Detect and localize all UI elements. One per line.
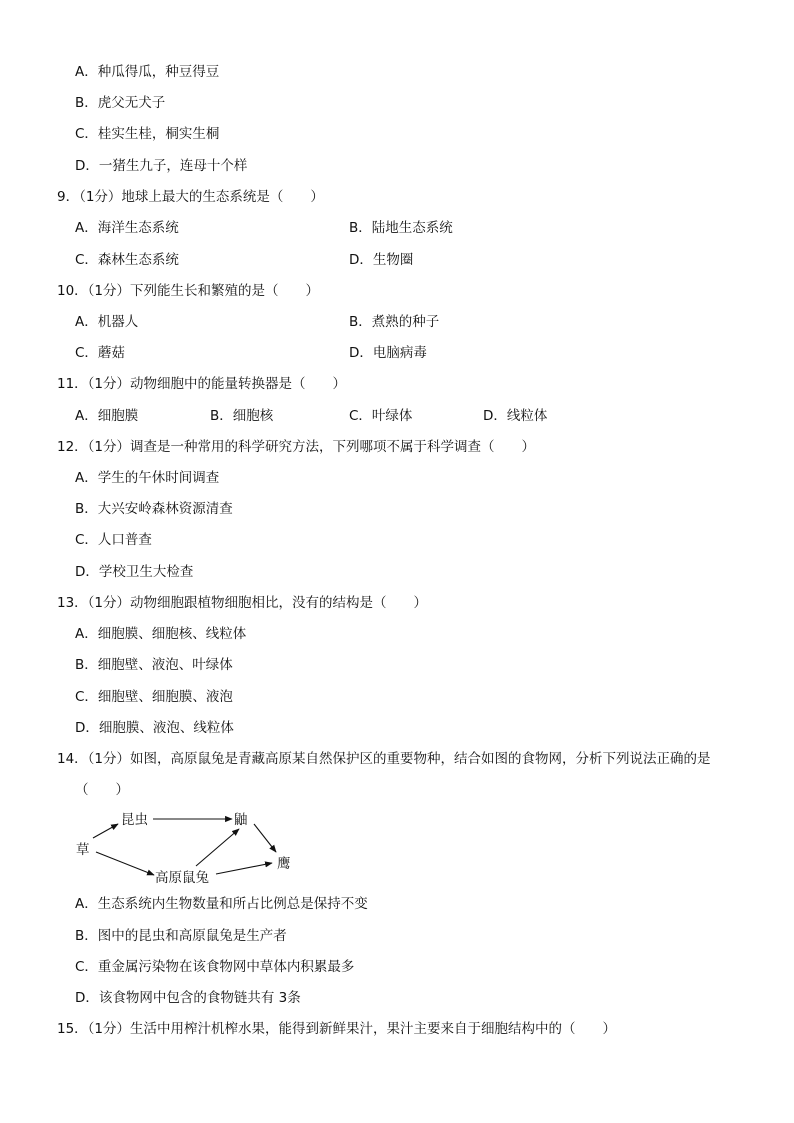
arrow-rodent-eagle [216,863,272,874]
q9-option-c: C．森林生态系统 [75,252,179,268]
q11-option-c: C．叶绿体 [349,408,413,424]
q11-option-b: B．细胞核 [210,408,274,424]
q13-option-c: C．细胞壁、细胞膜、液泡 [75,689,233,705]
q12-option-a: A．学生的午休时间调查 [75,470,220,486]
q10-option-c: C．蘑菇 [75,345,125,361]
q8-option-d: D．一猪生九子，连母十个样 [75,158,248,174]
node-weasel: 鼬 [234,812,248,828]
q12-stem: 12．（1分）调查是一种常用的科学研究方法，下列哪项不属于科学调查（ ） [57,439,536,455]
q12-option-d: D．学校卫生大检查 [75,564,194,580]
q13-option-a: A．细胞膜、细胞核、线粒体 [75,626,247,642]
node-rodent: 高原鼠兔 [155,870,209,886]
q14-option-b: B．图中的昆虫和高原鼠兔是生产者 [75,928,287,944]
q13-option-b: B．细胞壁、液泡、叶绿体 [75,657,233,673]
arrow-weasel-eagle [254,824,276,852]
q8-option-c: C．桂实生桂，桐实生桐 [75,126,220,142]
q8-option-b: B．虎父无犬子 [75,95,166,111]
q10-option-a: A．机器人 [75,314,139,330]
arrow-grass-insect [93,824,118,838]
q11-option-d: D．线粒体 [483,408,548,424]
q14-option-a: A．生态系统内生物数量和所占比例总是保持不变 [75,896,368,912]
q9-option-a: A．海洋生态系统 [75,220,179,236]
arrow-grass-rodent [96,852,154,875]
q8-option-a: A．种瓜得瓜，种豆得豆 [75,64,220,80]
q12-option-c: C．人口普查 [75,532,152,548]
q14-stem-continuation: （ ） [75,782,129,798]
node-eagle: 鹰 [277,856,291,872]
q9-stem: 9．（1分）地球上最大的生态系统是（ ） [57,189,324,205]
q13-stem: 13．（1分）动物细胞跟植物细胞相比，没有的结构是（ ） [57,595,428,611]
q14-option-d: D．该食物网中包含的食物链共有 3条 [75,990,301,1006]
q9-option-d: D．生物圈 [349,252,414,268]
q13-option-d: D．细胞膜、液泡、线粒体 [75,720,234,736]
q15-stem: 15．（1分）生活中用榨汁机榨水果，能得到新鲜果汁，果汁主要来自于细胞结构中的（ ） [57,1021,617,1037]
q11-option-a: A．细胞膜 [75,408,139,424]
q14-option-c: C．重金属污染物在该食物网中草体内积累最多 [75,959,355,975]
q9-option-b: B．陆地生态系统 [349,220,453,236]
q10-stem: 10．（1分）下列能生长和繁殖的是（ ） [57,283,320,299]
q12-option-b: B．大兴安岭森林资源清查 [75,501,233,517]
q14-stem: 14．（1分）如图，高原鼠兔是青藏高原某自然保护区的重要物种，结合如图的食物网，分析下列说法正确的是 [57,751,711,767]
q10-option-d: D．电脑病毒 [349,345,427,361]
q11-stem: 11．（1分）动物细胞中的能量转换器是（ ） [57,376,347,392]
node-insect: 昆虫 [121,812,148,828]
q10-option-b: B．煮熟的种子 [349,314,440,330]
arrow-rodent-weasel [196,829,239,866]
node-grass: 草 [76,842,90,858]
